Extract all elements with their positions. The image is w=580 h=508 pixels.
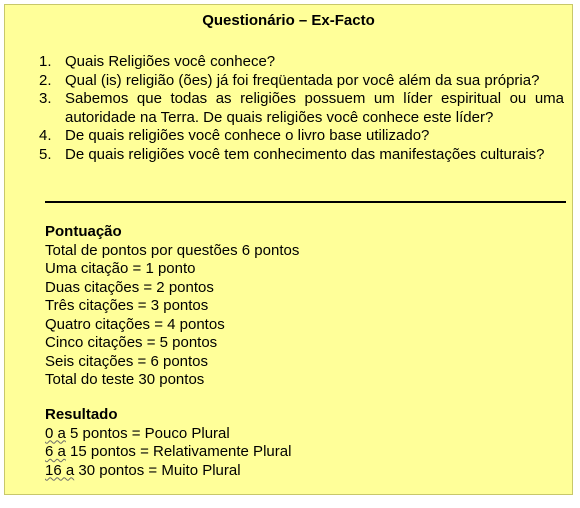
- scoring-line: Quatro citações = 4 pontos: [45, 315, 225, 333]
- question-number: 1.: [39, 53, 52, 70]
- result-label: 5 pontos = Pouco Plural: [65, 424, 230, 442]
- question-number: 3.: [39, 90, 52, 107]
- question-number: 5.: [39, 145, 52, 163]
- result-row: [45, 425, 291, 444]
- question-number: 4.: [39, 127, 52, 144]
- question-item: [39, 72, 564, 91]
- result-row: [45, 443, 291, 462]
- result-range: 16 a: [45, 461, 75, 479]
- question-item: [39, 53, 564, 72]
- scoring-line: Uma citação = 1 ponto: [45, 260, 196, 277]
- result-range: 0 a: [45, 424, 66, 442]
- scoring-line: Três citações = 3 pontos: [45, 297, 209, 314]
- scoring-line: Duas citações = 2 pontos: [45, 278, 214, 296]
- question-number: 2.: [39, 71, 52, 89]
- result-range: 6 a: [45, 443, 66, 460]
- scoring-line: Seis citações = 6 pontos: [45, 352, 209, 370]
- result-section: [45, 406, 291, 480]
- question-text: Sabemos que todas as religiões possuem um líder espiritual ou uma autoridade na Terra. De quais religiões você conhece este líder?: [65, 90, 564, 126]
- result-row: [45, 462, 291, 481]
- result-label: 15 pontos = Relativamente Plural: [65, 443, 292, 460]
- result-heading: Resultado: [45, 406, 118, 423]
- scoring-line: Total de pontos por questões 6 pontos: [45, 241, 300, 259]
- scoring-line: Cinco citações = 5 pontos: [45, 334, 218, 351]
- question-item: [39, 146, 564, 165]
- scoring-line: Total do teste 30 pontos: [45, 371, 205, 388]
- question-text: Qual (is) religião (ões) já foi freqüentada por você além da sua própria?: [65, 71, 540, 89]
- question-item: [39, 127, 564, 146]
- questionnaire-title: Questionário – Ex-Facto: [202, 12, 375, 29]
- scoring-heading: Pontuação: [45, 223, 122, 240]
- section-divider: [45, 201, 566, 203]
- question-list: [39, 53, 564, 164]
- scoring-section: [45, 223, 299, 390]
- questionnaire-box: [4, 4, 573, 495]
- question-text: De quais religiões você tem conhecimento das manifestações culturais?: [65, 145, 545, 163]
- question-text: De quais religiões você conhece o livro base utilizado?: [65, 127, 430, 144]
- question-item: [39, 90, 564, 127]
- question-text: Quais Religiões você conhece?: [65, 53, 276, 70]
- result-label: 30 pontos = Muito Plural: [74, 461, 241, 479]
